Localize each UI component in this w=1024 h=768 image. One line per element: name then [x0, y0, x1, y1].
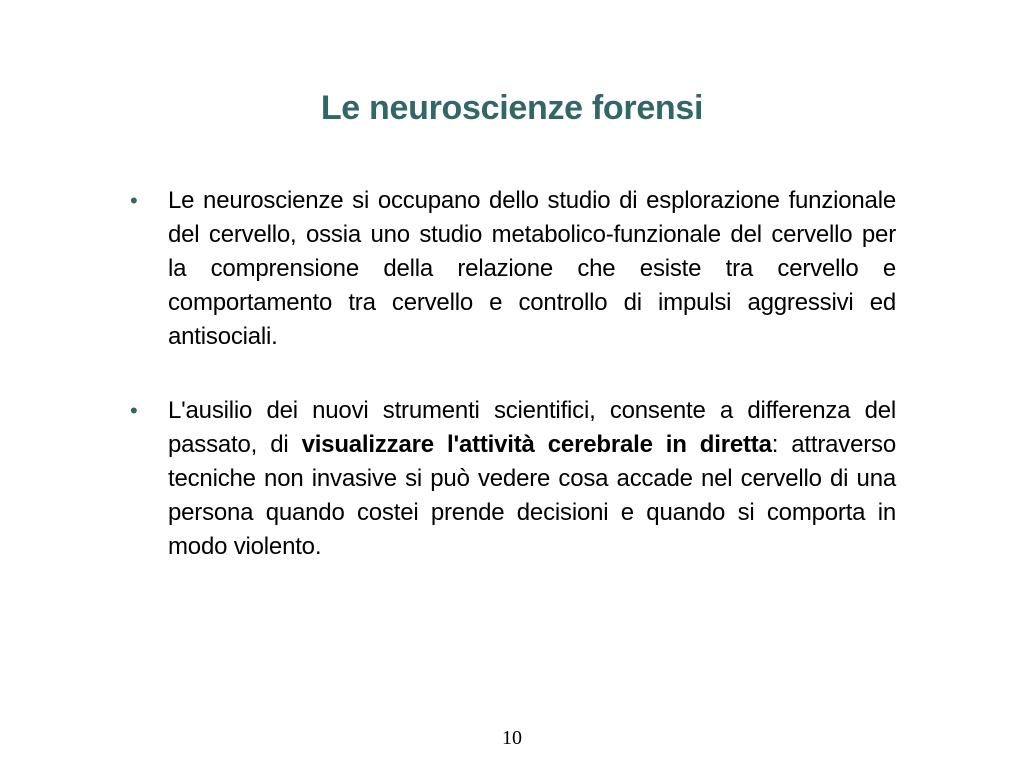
- bullet-text-part: L'ausilio dei nuovi strumenti scientifici, consente a differenza del passato, di: [168, 397, 896, 458]
- bullet-text-emphasis: visualizzare l'attività cerebrale in diretta: [301, 431, 772, 458]
- bullet-text-part: Le neuroscienze si occupano dello studio di esplorazione funzionale del cervello, ossia uno studio metabolico-funzionale del cervello per la comprensione della relazione che esiste tra cervello e comportamento tra cervello e controllo di impulsi aggressivi ed antisociali.: [168, 187, 896, 350]
- bullet-text-part: : attraverso tecniche non invasive si può vedere cosa accade nel cervello di una persona quando costei prende decisioni e quando si comporta in modo violento.: [168, 431, 896, 560]
- bullet-item: [128, 184, 896, 354]
- slide-title: Le neuroscienze forensi: [320, 89, 704, 127]
- bullet-dot-icon: •: [130, 398, 138, 423]
- bullet-text: [168, 397, 896, 560]
- bullet-text: [168, 187, 896, 350]
- bullet-dot-icon: •: [130, 188, 138, 213]
- bullet-list: [128, 184, 896, 564]
- bullet-item: [128, 394, 896, 564]
- page-number: 10: [502, 727, 522, 749]
